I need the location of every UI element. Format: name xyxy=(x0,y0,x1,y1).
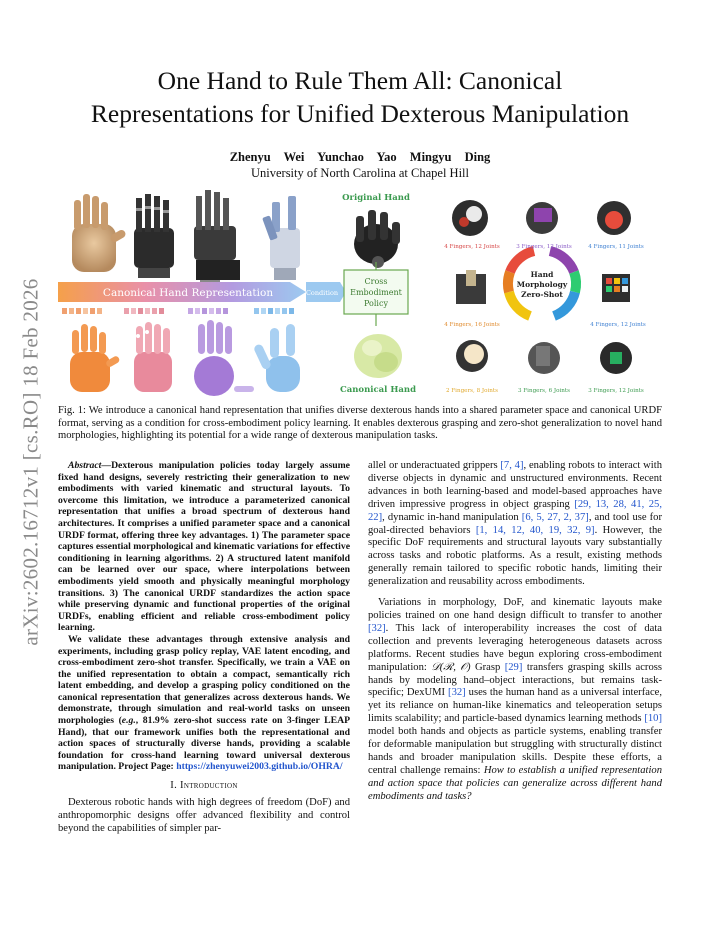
rc-text-2c: Grasp xyxy=(470,661,505,673)
morph-label-4: 4 Fingers, 16 Joints xyxy=(444,322,500,328)
morphology-cycle xyxy=(508,251,576,316)
morph-label-3: 4 Fingers, 11 Joints xyxy=(588,244,644,250)
figure-1-graphic xyxy=(58,186,658,400)
policy-line-3: Policy xyxy=(364,299,388,308)
intro-paragraph-1: Dexterous robotic hands with high degrees of freedom (DoF) and anthropomorphic designs offer advanced flexibility and control beyond the capabilities of simpler par- xyxy=(58,796,350,834)
grasp-thumbnail-7 xyxy=(528,342,560,374)
rc-text-1c: , dynamic in-hand manipulation xyxy=(382,511,522,523)
abstract-lead: Abstract xyxy=(68,460,102,471)
section-title: Introduction xyxy=(180,780,238,792)
citation-29[interactable]: [29] xyxy=(504,661,523,673)
morph-label-8: 3 Fingers, 12 Joints xyxy=(588,388,644,394)
zero-shot-panel xyxy=(444,200,646,394)
tan-hand-image xyxy=(72,194,127,272)
rc-text-2b: . This lack of interoperability increases the cost of data collection and prevents leveraging heterogeneous datasets across platforms. Recent studies have begun exploring cross-embodiment manipulation: xyxy=(368,622,662,673)
canonical-hands-row xyxy=(70,320,300,396)
blue-canonical-hand xyxy=(253,324,300,392)
morph-label-7: 3 Fingers, 6 Joints xyxy=(517,388,571,394)
canonical-hand-label: Canonical Hand xyxy=(339,385,417,395)
central-question: How to establish a unified representation and action space that policies can generalize across different hand embodiments and tasks? xyxy=(368,764,662,802)
authors: Zhenyu Wei Yunchao Yao Mingyu Ding xyxy=(229,150,491,164)
grasp-thumbnail-8 xyxy=(600,342,632,374)
left-column xyxy=(58,460,350,836)
policy-line-2: Embodiment xyxy=(350,288,402,297)
cycle-line-3: Zero-Shot xyxy=(521,290,563,299)
grasp-thumbnail-4 xyxy=(456,270,486,304)
morph-label-5: 4 Fingers, 12 Joints xyxy=(590,322,646,328)
citation-10[interactable]: [10] xyxy=(644,713,662,725)
grasp-thumbnail-5 xyxy=(602,274,630,302)
canonical-hand-image xyxy=(354,334,402,378)
arxiv-sidebar-stamp xyxy=(16,262,46,662)
affiliation: University of North Carolina at Chapel Hill xyxy=(250,166,469,180)
paper-title xyxy=(40,64,680,130)
morph-label-1: 4 Fingers, 12 Joints xyxy=(444,244,500,250)
citation-grasping[interactable]: [29, 13, 28, 41, 25, 22] xyxy=(368,498,662,523)
rc-text-2a: Variations in morphology, DoF, and kinematic layouts make policies trained on one hand design difficult to transfer to another xyxy=(368,597,662,621)
figure-1 xyxy=(58,186,658,400)
abstract-eg: e.g. xyxy=(121,715,136,727)
original-hands-row xyxy=(72,190,300,284)
grasp-thumbnail-2 xyxy=(526,202,558,234)
figure-caption: Fig. 1: We introduce a canonical hand representation that unifies diverse dexterous hands into a shared parameter space and canonical URDF format, serving as a condition for cross-embodiment policy learning. It enables dexterous grasping and zero-shot generalization to novel hand morphologies, highlighting its potential for a wide range of dexterous manipulation tasks. xyxy=(58,405,662,442)
citation-32-a[interactable]: [32] xyxy=(368,622,386,634)
section-number: I. xyxy=(170,780,181,792)
morph-label-2: 3 Fingers, 12 Joints xyxy=(516,244,572,250)
abstract-paragraph-1 xyxy=(58,460,350,634)
morph-label-6: 2 Fingers, 8 Joints xyxy=(445,388,499,394)
rc-text-1e: . However, the specific DoF requirements and structural layouts vary substantially across tasks and robotic platforms. As a result, existing methods generally remain tailored to specific robotic hands, limiting their generalization and reusability across embodiments. xyxy=(368,524,662,588)
right-column xyxy=(368,460,662,804)
grasp-thumbnail-6 xyxy=(456,340,488,372)
rc-text-1b: , enabling robots to interact with diverse objects in dynamic and unstructured environments. Recent advances in both learning-based and model-based approaches have driven impressive progress in object grasping xyxy=(368,460,662,510)
original-hand-image xyxy=(354,210,400,268)
orange-canonical-hand xyxy=(70,324,121,392)
rc-text-1a: allel or underactuated grippers xyxy=(368,460,501,471)
parameter-strips xyxy=(62,308,294,314)
grasp-thumbnail-3 xyxy=(597,201,631,235)
project-page-link[interactable]: https://zhenyuwei2003.github.io/OHRA/ xyxy=(176,761,343,773)
condition-label: Condition xyxy=(305,289,339,297)
original-hand-label: Original Hand xyxy=(342,193,410,203)
grey-hand-image xyxy=(194,190,240,284)
citation-tool-use[interactable]: [1, 14, 12, 40, 19, 32, 9] xyxy=(475,524,595,536)
policy-column xyxy=(340,193,416,395)
arxiv-id: arXiv:2602.16712v1 [cs.RO] 18 Feb 2026 xyxy=(18,278,43,646)
cycle-line-1: Hand xyxy=(530,270,554,279)
abstract-text-1: —Dexterous manipulation policies today largely assume fixed hand designs, severely restricting their generalization to new embodiments with varied kinematic and structural layouts. To overcome this limitation, we introduce a parameterized canonical representation that unifies a broad spectrum of dexterous hand architectures. It comprises a unified parameter space and a canonical URDF format, offering three key advantages. 1) The parameter space captures essential morphological and kinematic variations for effective conditioning in learning algorithms. 2) A structured latent manifold can be learned over our space, where interpolations between embodiments yield smooth and physically meaningful morphology transitions. 3) The canonical URDF standardizes the action space while preserving dynamic and functional properties of the original URDFs, enabling efficient and reliable cross-embodiment policy learning. xyxy=(58,460,350,634)
rc-text-1d: , and tool use for goal-directed behaviors xyxy=(368,511,662,536)
black-hand-image xyxy=(134,194,174,278)
rc-text-2f: model both hands and objects as particle systems, enabling transfer for deformable manipulation but struggling with structurally distinct hands and broader manipulation skills. Despite these efforts, a central challenge remains: xyxy=(368,726,662,776)
citation-7-4[interactable]: [7, 4] xyxy=(500,460,524,471)
right-paragraph-1 xyxy=(368,460,662,589)
rc-text-2d: transfers grasping skills across hands by modeling hand–object interactions, but remains task-specific; DexUMI xyxy=(368,661,662,699)
section-heading-introduction xyxy=(58,780,350,793)
purple-canonical-hand xyxy=(194,320,254,396)
abstract-paragraph-2 xyxy=(58,634,350,773)
citation-in-hand[interactable]: [6, 5, 27, 2, 37] xyxy=(521,511,589,523)
abstract-text-2b: , 81.9% zero-shot success rate on 3-finger LEAP Hand), that our framework unifies both the representational and action spaces of structurally diverse hands, providing a scalable foundation for cross-hand learning toward universal dexterous manipulation. Project Page: xyxy=(58,715,351,773)
cycle-line-2: Morphology xyxy=(516,280,568,289)
citation-32-b[interactable]: [32] xyxy=(448,687,466,699)
grasp-thumbnail-1 xyxy=(452,200,488,236)
banner-label: Canonical Hand Representation xyxy=(102,287,274,299)
abstract xyxy=(58,460,350,773)
blue-gripper-image xyxy=(262,196,300,280)
rc-text-2e: uses the human hand as a universal interface, yet its reliance on human-like kinematics and teleoperation setups limits scalability; and particle-based dynamics learning methods xyxy=(368,687,662,725)
policy-line-1: Cross xyxy=(364,277,388,286)
title-line-2: Representations for Unified Dexterous Manipulation xyxy=(90,99,630,128)
pink-canonical-hand xyxy=(134,322,172,392)
title-line-1: One Hand to Rule Them All: Canonical xyxy=(157,66,563,95)
right-paragraph-2 xyxy=(368,597,662,804)
abstract-text-2a: We validate these advantages through extensive analysis and experiments, including grasp policy replay, VAE latent encoding, and cross-embodiment zero-shot transfer. Specifically, we train a VAE on the unified representation to obtain a compact, semantically rich latent embedding, and develop a grasping policy conditioned on the canonical representation that generalizes across dexterous hands. We demonstrate, through simulation and real-world tasks on unseen morphologies ( xyxy=(58,633,350,727)
canonical-banner xyxy=(58,282,346,302)
dro-symbol: 𝒟(ℛ, 𝒪) xyxy=(431,661,471,673)
